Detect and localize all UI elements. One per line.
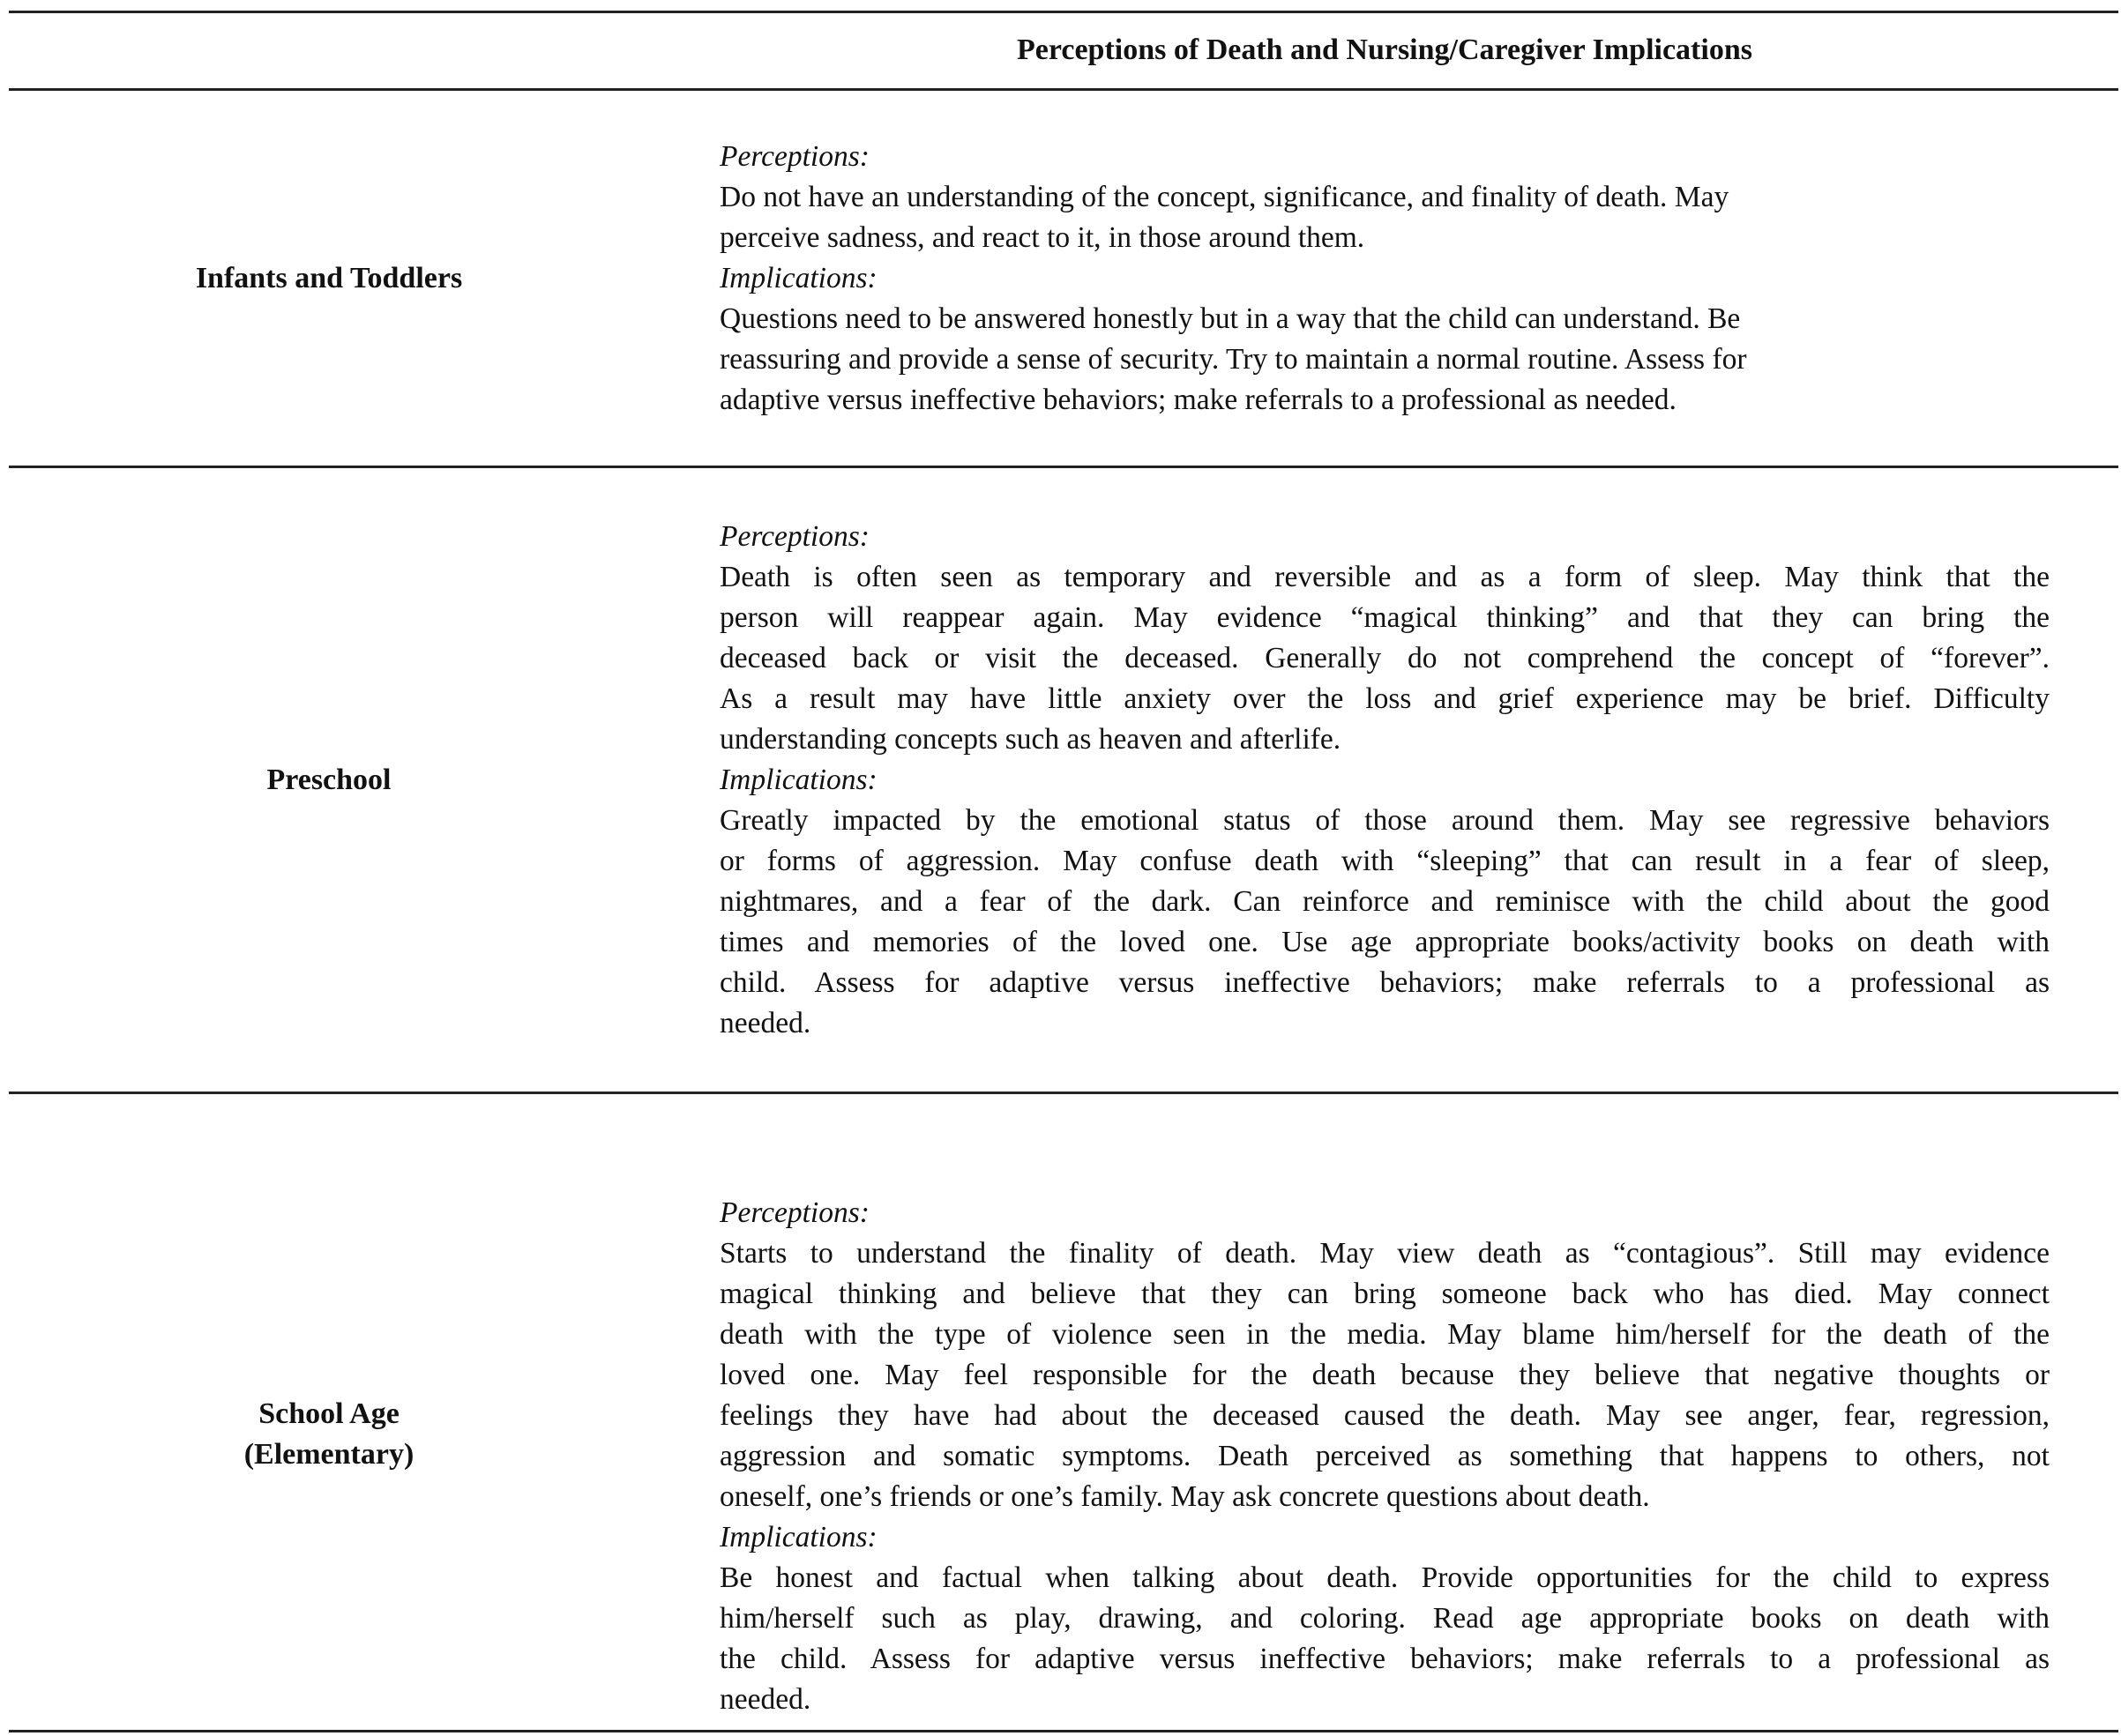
row-content <box>720 1193 2050 1720</box>
perceptions-text-line: Starts to understand the finality of death. May view death as “contagious”. Still may evidence <box>720 1237 2050 1270</box>
implications-text-line: Questions need to be answered honestly but in a way that the child can understand. Be <box>720 302 1741 335</box>
implications-text-line: Greatly impacted by the emotional status of those around them. May see regressive behaviors <box>720 804 2050 837</box>
perceptions-text-line: feelings they have had about the deceased caused the death. May see anger, fear, regression, <box>720 1399 2050 1432</box>
implications-text-line: or forms of aggression. May confuse death with “sleeping” that can result in a fear of sleep, <box>720 845 2050 877</box>
row-label-line: (Elementary) <box>243 1438 414 1471</box>
table-row-school-age <box>0 1094 2121 1731</box>
implications-text-line: adaptive versus ineffective behaviors; make referrals to a professional as needed. <box>720 384 1677 416</box>
perceptions-text-line: Do not have an understanding of the concept, significance, and finality of death. May <box>720 181 1729 213</box>
table-row-preschool <box>0 468 2121 1092</box>
perceptions-text-line: aggression and somatic symptoms. Death perceived as something that happens to others, not <box>720 1440 2050 1472</box>
row-content <box>720 137 2050 421</box>
row-label-line: School Age <box>258 1397 400 1430</box>
implications-text-line: reassuring and provide a sense of security. Try to maintain a normal routine. Assess for <box>720 343 1747 376</box>
implications-text-line: nightmares, and a fear of the dark. Can reinforce and reminisce with the child about the good <box>720 885 2050 918</box>
column-header-title: Perceptions of Death and Nursing/Caregiver Implications <box>1017 34 1752 66</box>
perceptions-text-line: loved one. May feel responsible for the death because they believe that negative thoughts or <box>720 1359 2050 1391</box>
row-label <box>0 1350 658 1475</box>
implications-text-line: the child. Assess for adaptive versus ineffective behaviors; make referrals to a professional as <box>720 1643 2050 1675</box>
row-label <box>0 760 658 801</box>
implications-text-line: needed. <box>720 1007 811 1039</box>
perceptions-text-line: understanding concepts such as heaven and afterlife. <box>720 723 1341 756</box>
table-row-infants <box>0 91 2121 466</box>
perceptions-text-line: oneself, one’s friends or one’s family. May ask concrete questions about death. <box>720 1480 1650 1513</box>
perceptions-heading: Perceptions: <box>720 520 870 553</box>
row-content <box>720 517 2050 1044</box>
implications-text-line: Be honest and factual when talking about death. Provide opportunities for the child to express <box>720 1561 2050 1594</box>
implications-text-line: times and memories of the loved one. Use age appropriate books/activity books on death with <box>720 926 2050 958</box>
implications-text-line: needed. <box>720 1683 811 1716</box>
implications-text-line: him/herself such as play, drawing, and coloring. Read age appropriate books on death with <box>720 1602 2050 1635</box>
row-label <box>0 258 658 299</box>
row-label-line: Infants and Toddlers <box>195 262 463 294</box>
implications-heading: Implications: <box>720 262 878 294</box>
perceptions-text-line: perceive sadness, and react to it, in those around them. <box>720 221 1365 254</box>
perceptions-text-line: magical thinking and believe that they can bring someone back who has died. May connect <box>720 1278 2050 1310</box>
perceptions-heading: Perceptions: <box>720 140 870 173</box>
perceptions-text-line: death with the type of violence seen in the media. May blame him/herself for the death of the <box>720 1318 2050 1351</box>
perceptions-text-line: deceased back or visit the deceased. Generally do not comprehend the concept of “forever”. <box>720 642 2050 674</box>
implications-heading: Implications: <box>720 1521 878 1553</box>
implications-heading: Implications: <box>720 764 878 796</box>
perceptions-text-line: person will reappear again. May evidence “magical thinking” and that they can bring the <box>720 601 2050 634</box>
perceptions-heading: Perceptions: <box>720 1196 870 1229</box>
perceptions-text-line: As a result may have little anxiety over the loss and grief experience may be brief. Difficulty <box>720 682 2050 715</box>
table-header <box>0 11 2121 89</box>
implications-text-line: child. Assess for adaptive versus ineffective behaviors; make referrals to a professional as <box>720 966 2050 999</box>
row-label-line: Preschool <box>266 764 392 796</box>
perceptions-text-line: Death is often seen as temporary and reversible and as a form of sleep. May think that the <box>720 561 2050 593</box>
table-bottom-rule <box>9 1730 2118 1732</box>
